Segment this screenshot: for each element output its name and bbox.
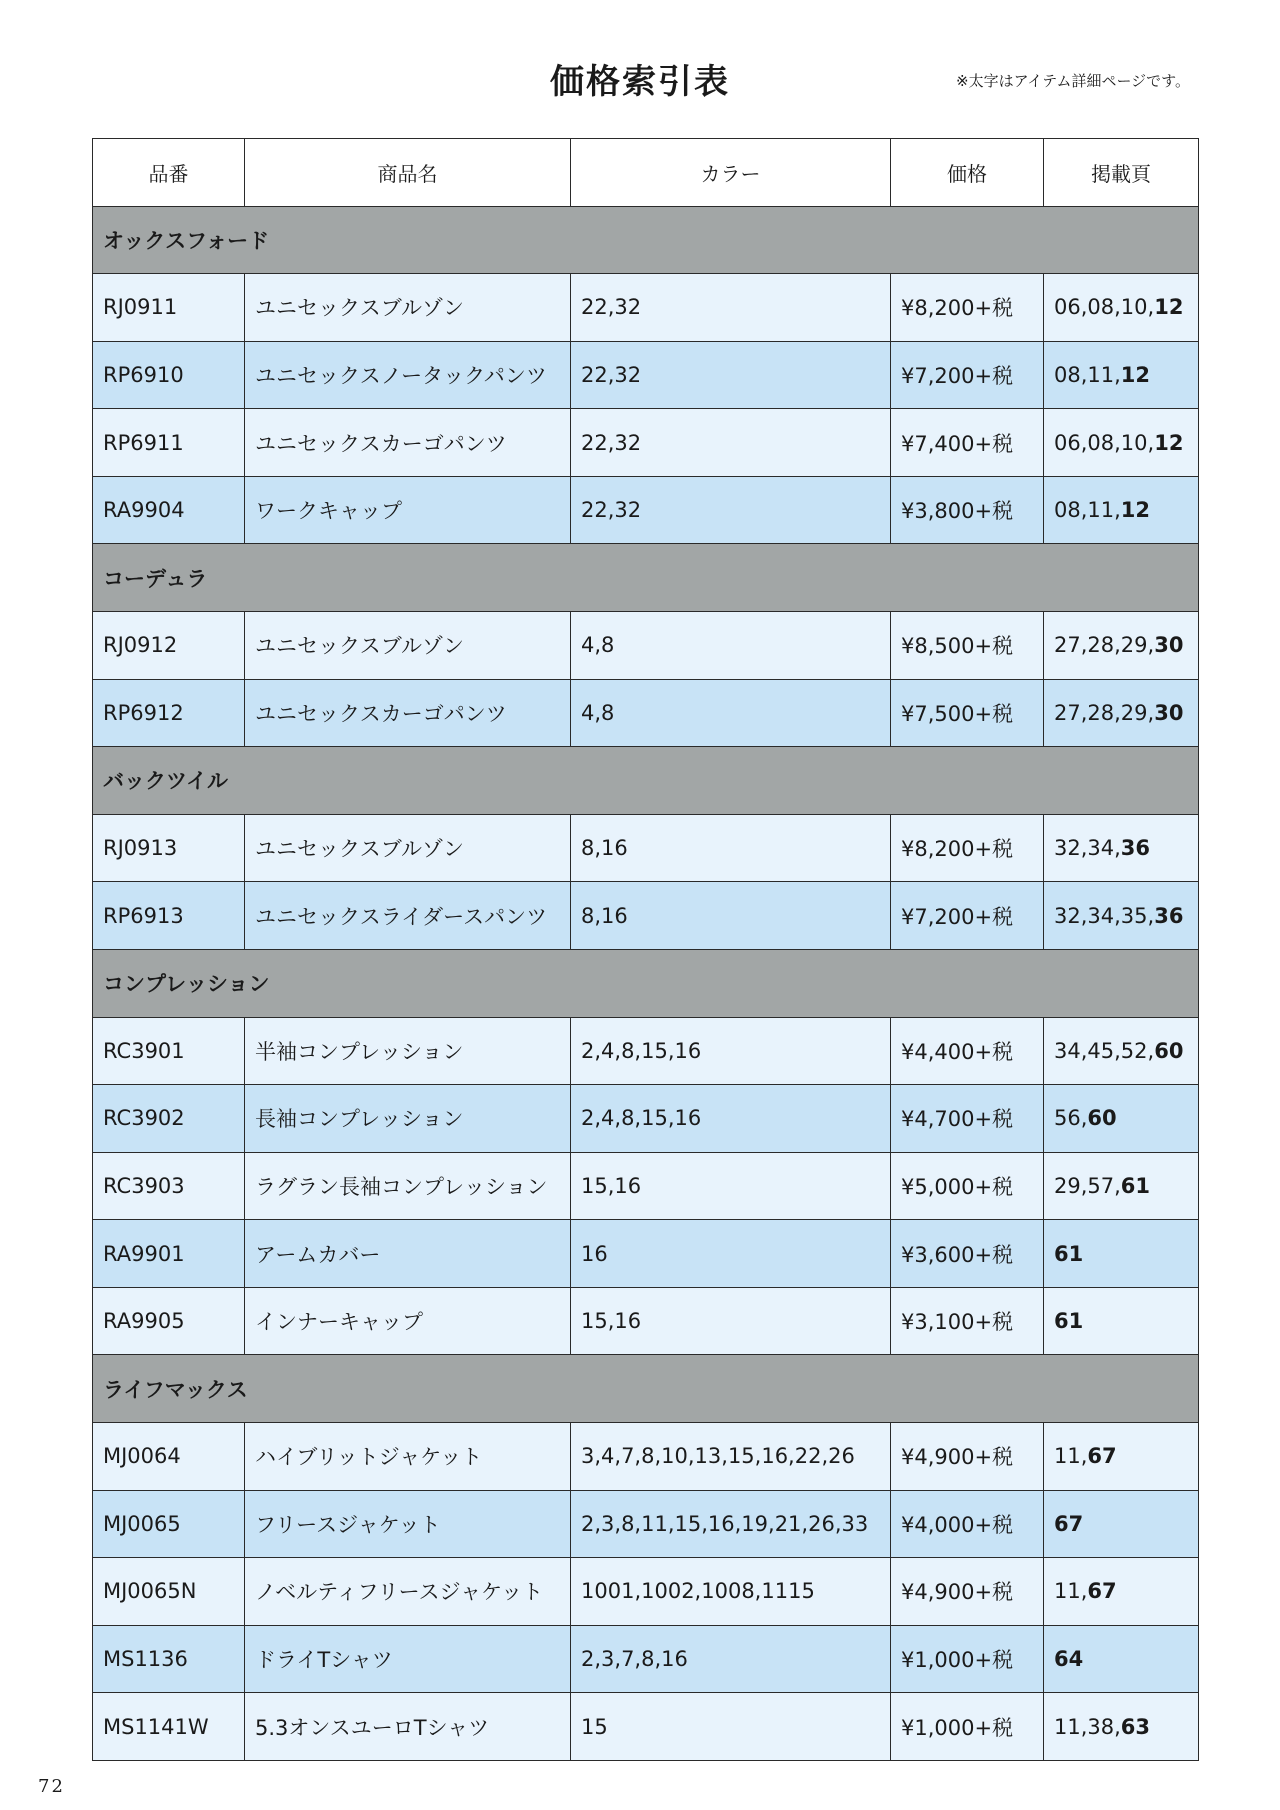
cell-code: MJ0065N <box>93 1558 245 1626</box>
cell-name: ハイブリットジャケット <box>245 1422 571 1490</box>
pages-detail-bold: 61 <box>1054 1309 1084 1334</box>
cell-pages <box>1044 1152 1199 1220</box>
pages-regular: 11,38, <box>1054 1714 1121 1739</box>
cell-pages <box>1044 1085 1199 1153</box>
table-body <box>93 139 1199 1761</box>
header-price: 価格 <box>891 139 1044 207</box>
cell-pages <box>1044 476 1199 544</box>
pages-detail-bold: 61 <box>1054 1241 1084 1266</box>
cell-pages <box>1044 274 1199 342</box>
cell-pages <box>1044 882 1199 950</box>
pages-detail-bold: 30 <box>1154 633 1184 658</box>
cell-price: ¥3,100+税 <box>891 1287 1044 1355</box>
table-row <box>93 1017 1199 1085</box>
cell-price: ¥4,900+税 <box>891 1558 1044 1626</box>
pages-regular: 06,08,10, <box>1054 295 1155 320</box>
cell-color: 15 <box>571 1693 891 1761</box>
cell-price: ¥4,400+税 <box>891 1017 1044 1085</box>
pages-detail-bold: 63 <box>1120 1714 1151 1739</box>
cell-code: MS1136 <box>93 1625 245 1693</box>
cell-pages <box>1044 1220 1199 1288</box>
cell-color: 22,32 <box>571 409 891 477</box>
cell-name: ドライTシャツ <box>245 1625 571 1693</box>
table-row <box>93 1422 1199 1490</box>
cell-pages <box>1044 679 1199 747</box>
cell-pages <box>1044 1422 1199 1490</box>
cell-name: 長袖コンプレッション <box>245 1085 571 1153</box>
table-row <box>93 1490 1199 1558</box>
cell-code: RJ0911 <box>93 274 245 342</box>
cell-pages <box>1044 1693 1199 1761</box>
cell-pages <box>1044 1287 1199 1355</box>
section-row <box>93 747 1199 815</box>
pages-regular: 08,11, <box>1054 363 1121 388</box>
section-name: バックツイル <box>93 747 1199 815</box>
table-row <box>93 814 1199 882</box>
cell-color: 22,32 <box>571 274 891 342</box>
pages-detail-bold: 60 <box>1087 1106 1117 1131</box>
table-row <box>93 1693 1199 1761</box>
cell-code: RP6913 <box>93 882 245 950</box>
cell-price: ¥1,000+税 <box>891 1625 1044 1693</box>
section-name: コンプレッション <box>93 949 1199 1017</box>
pages-detail-bold: 12 <box>1154 430 1184 455</box>
table-row <box>93 409 1199 477</box>
cell-price: ¥8,500+税 <box>891 612 1044 680</box>
cell-name: ノベルティフリースジャケット <box>245 1558 571 1626</box>
cell-price: ¥3,800+税 <box>891 476 1044 544</box>
header-pages: 掲載頁 <box>1044 139 1199 207</box>
cell-code: RA9904 <box>93 476 245 544</box>
cell-color: 15,16 <box>571 1152 891 1220</box>
cell-code: RA9901 <box>93 1220 245 1288</box>
table-row <box>93 476 1199 544</box>
page-number: 72 <box>38 1776 65 1797</box>
page-title: 価格索引表 <box>550 62 730 102</box>
cell-pages <box>1044 409 1199 477</box>
cell-code: RC3902 <box>93 1085 245 1153</box>
cell-code: RJ0912 <box>93 612 245 680</box>
cell-name: ワークキャップ <box>245 476 571 544</box>
pages-regular: 32,34, <box>1054 836 1121 861</box>
cell-color: 3,4,7,8,10,13,15,16,22,26 <box>571 1422 891 1490</box>
cell-pages <box>1044 612 1199 680</box>
pages-regular: 06,08,10, <box>1054 430 1155 455</box>
pages-regular: 27,28,29, <box>1054 700 1155 725</box>
section-row <box>93 949 1199 1017</box>
cell-color: 15,16 <box>571 1287 891 1355</box>
cell-name: ユニセックスブルゾン <box>245 612 571 680</box>
cell-code: RJ0913 <box>93 814 245 882</box>
cell-color: 2,3,8,11,15,16,19,21,26,33 <box>571 1490 891 1558</box>
cell-name: インナーキャップ <box>245 1287 571 1355</box>
cell-price: ¥3,600+税 <box>891 1220 1044 1288</box>
section-name: ライフマックス <box>93 1355 1199 1423</box>
cell-name: 5.3オンスユーロTシャツ <box>245 1693 571 1761</box>
cell-code: RP6912 <box>93 679 245 747</box>
table-header-row <box>93 139 1199 207</box>
pages-regular: 29,57, <box>1054 1173 1121 1198</box>
cell-pages <box>1044 1017 1199 1085</box>
cell-name: ユニセックスブルゾン <box>245 274 571 342</box>
cell-color: 4,8 <box>571 612 891 680</box>
section-row <box>93 544 1199 612</box>
cell-price: ¥8,200+税 <box>891 274 1044 342</box>
cell-color: 1001,1002,1008,1115 <box>571 1558 891 1626</box>
cell-color: 8,16 <box>571 882 891 950</box>
table-row <box>93 1625 1199 1693</box>
cell-color: 2,4,8,15,16 <box>571 1017 891 1085</box>
cell-name: 半袖コンプレッション <box>245 1017 571 1085</box>
cell-code: RP6910 <box>93 341 245 409</box>
pages-regular: 08,11, <box>1054 498 1121 523</box>
cell-pages <box>1044 1625 1199 1693</box>
cell-name: ユニセックスカーゴパンツ <box>245 409 571 477</box>
cell-price: ¥8,200+税 <box>891 814 1044 882</box>
cell-color: 2,4,8,15,16 <box>571 1085 891 1153</box>
cell-name: ユニセックスライダースパンツ <box>245 882 571 950</box>
cell-pages <box>1044 341 1199 409</box>
header-color: カラー <box>571 139 891 207</box>
pages-detail-bold: 67 <box>1087 1444 1117 1469</box>
bold-note: ※太字はアイテム詳細ページです。 <box>956 72 1190 90</box>
pages-detail-bold: 12 <box>1120 363 1151 388</box>
cell-code: MS1141W <box>93 1693 245 1761</box>
pages-regular: 11, <box>1054 1579 1088 1604</box>
cell-pages <box>1044 814 1199 882</box>
cell-code: RA9905 <box>93 1287 245 1355</box>
table-row <box>93 882 1199 950</box>
cell-code: RC3903 <box>93 1152 245 1220</box>
cell-price: ¥5,000+税 <box>891 1152 1044 1220</box>
cell-code: RP6911 <box>93 409 245 477</box>
cell-price: ¥4,900+税 <box>891 1422 1044 1490</box>
cell-code: RC3901 <box>93 1017 245 1085</box>
cell-price: ¥1,000+税 <box>891 1693 1044 1761</box>
header-code: 品番 <box>93 139 245 207</box>
pages-detail-bold: 67 <box>1087 1579 1117 1604</box>
pages-detail-bold: 12 <box>1120 498 1151 523</box>
section-name: オックスフォード <box>93 206 1199 274</box>
pages-regular: 56, <box>1054 1106 1088 1131</box>
cell-price: ¥7,200+税 <box>891 882 1044 950</box>
table-row <box>93 1152 1199 1220</box>
pages-detail-bold: 67 <box>1054 1511 1084 1536</box>
cell-color: 2,3,7,8,16 <box>571 1625 891 1693</box>
table-row <box>93 274 1199 342</box>
table-row <box>93 341 1199 409</box>
pages-detail-bold: 60 <box>1154 1038 1184 1063</box>
cell-color: 8,16 <box>571 814 891 882</box>
pages-detail-bold: 30 <box>1154 700 1184 725</box>
table-row <box>93 612 1199 680</box>
cell-name: アームカバー <box>245 1220 571 1288</box>
pages-regular: 27,28,29, <box>1054 633 1155 658</box>
cell-price: ¥7,500+税 <box>891 679 1044 747</box>
cell-color: 4,8 <box>571 679 891 747</box>
cell-price: ¥4,000+税 <box>891 1490 1044 1558</box>
cell-code: MJ0064 <box>93 1422 245 1490</box>
cell-price: ¥7,200+税 <box>891 341 1044 409</box>
cell-price: ¥4,700+税 <box>891 1085 1044 1153</box>
cell-code: MJ0065 <box>93 1490 245 1558</box>
pages-detail-bold: 36 <box>1154 903 1184 928</box>
header-name: 商品名 <box>245 139 571 207</box>
cell-color: 22,32 <box>571 341 891 409</box>
table-row <box>93 679 1199 747</box>
pages-regular: 11, <box>1054 1444 1088 1469</box>
pages-detail-bold: 61 <box>1120 1173 1151 1198</box>
pages-regular: 32,34,35, <box>1054 903 1155 928</box>
table-row <box>93 1287 1199 1355</box>
pages-detail-bold: 36 <box>1120 836 1151 861</box>
table-row <box>93 1220 1199 1288</box>
section-row <box>93 206 1199 274</box>
pages-detail-bold: 12 <box>1154 295 1184 320</box>
cell-name: ユニセックスカーゴパンツ <box>245 679 571 747</box>
section-row <box>93 1355 1199 1423</box>
cell-color: 16 <box>571 1220 891 1288</box>
pages-detail-bold: 64 <box>1054 1647 1084 1671</box>
cell-name: ラグラン長袖コンプレッション <box>245 1152 571 1220</box>
cell-color: 22,32 <box>571 476 891 544</box>
price-index-table <box>92 138 1199 1761</box>
cell-pages <box>1044 1558 1199 1626</box>
cell-pages <box>1044 1490 1199 1558</box>
table-row <box>93 1558 1199 1626</box>
pages-regular: 34,45,52, <box>1054 1038 1155 1063</box>
table-row <box>93 1085 1199 1153</box>
cell-name: フリースジャケット <box>245 1490 571 1558</box>
cell-price: ¥7,400+税 <box>891 409 1044 477</box>
cell-name: ユニセックスブルゾン <box>245 814 571 882</box>
section-name: コーデュラ <box>93 544 1199 612</box>
cell-name: ユニセックスノータックパンツ <box>245 341 571 409</box>
